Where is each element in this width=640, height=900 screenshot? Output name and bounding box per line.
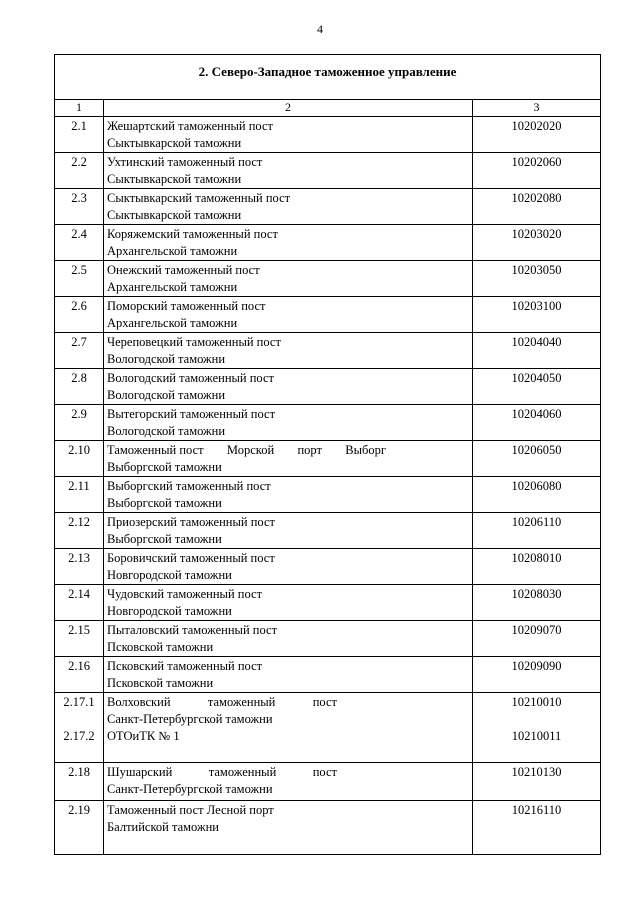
table-row bbox=[55, 657, 601, 693]
table-row bbox=[55, 585, 601, 621]
post-name-line-2: Выборгской таможни bbox=[107, 532, 222, 546]
post-name-line-2: Новгородской таможни bbox=[107, 604, 232, 618]
post-code: 10216110 bbox=[473, 801, 601, 855]
post-name-line-2: Архангельской таможни bbox=[107, 316, 238, 330]
section-title-row bbox=[55, 55, 601, 100]
name-word: Шушарский bbox=[107, 765, 173, 779]
table-row bbox=[55, 117, 601, 153]
post-code: 10210130 bbox=[473, 763, 601, 801]
post-name bbox=[104, 801, 473, 855]
table-row bbox=[55, 369, 601, 405]
post-name-line-2: Сыктывкарской таможни bbox=[107, 136, 242, 150]
column-header-row bbox=[55, 100, 601, 117]
post-name bbox=[104, 513, 473, 549]
post-name-line-1: Поморский таможенный пост bbox=[107, 299, 266, 313]
table-row bbox=[55, 441, 601, 477]
post-code-spacer bbox=[473, 711, 600, 728]
post-code: 10202060 bbox=[473, 153, 601, 189]
table-row bbox=[55, 549, 601, 585]
post-code: 10209070 bbox=[473, 621, 601, 657]
row-number bbox=[55, 693, 104, 763]
table-row bbox=[55, 333, 601, 369]
column-header-1: 1 bbox=[55, 100, 104, 117]
post-name-line-1: Череповецкий таможенный пост bbox=[107, 335, 281, 349]
post-name bbox=[104, 369, 473, 405]
post-name-line-1: Онежский таможенный пост bbox=[107, 263, 260, 277]
post-name-line-1: Пыталовский таможенный пост bbox=[107, 623, 278, 637]
post-code: 10202020 bbox=[473, 117, 601, 153]
post-name bbox=[104, 657, 473, 693]
row-number: 2.4 bbox=[55, 225, 104, 261]
post-name-line-1 bbox=[107, 694, 472, 711]
post-code bbox=[473, 693, 601, 763]
row-number: 2.5 bbox=[55, 261, 104, 297]
post-name-line-1: Коряжемский таможенный пост bbox=[107, 227, 278, 241]
post-name bbox=[104, 189, 473, 225]
name-word: таможенный bbox=[207, 695, 276, 709]
row-number: 2.8 bbox=[55, 369, 104, 405]
row-number: 2.15 bbox=[55, 621, 104, 657]
row-number: 2.11 bbox=[55, 477, 104, 513]
post-name bbox=[104, 477, 473, 513]
table-row bbox=[55, 621, 601, 657]
post-name-line-2: Выборгской таможни bbox=[107, 460, 222, 474]
post-name-line-1 bbox=[107, 764, 472, 781]
post-name-line-2: Сыктывкарской таможни bbox=[107, 208, 242, 222]
post-name-line-2: Новгородской таможни bbox=[107, 568, 232, 582]
table-row bbox=[55, 225, 601, 261]
table-row bbox=[55, 801, 601, 855]
post-name-line-1: Выборгский таможенный пост bbox=[107, 479, 271, 493]
post-name bbox=[104, 763, 473, 801]
post-name bbox=[104, 153, 473, 189]
post-name-line-1: Вологодский таможенный пост bbox=[107, 371, 274, 385]
table-row bbox=[55, 297, 601, 333]
row-number: 2.1 bbox=[55, 117, 104, 153]
post-name bbox=[104, 549, 473, 585]
row-number-b: 2.17.2 bbox=[63, 729, 95, 743]
row-number: 2.16 bbox=[55, 657, 104, 693]
row-number: 2.14 bbox=[55, 585, 104, 621]
table-row bbox=[55, 763, 601, 801]
post-name bbox=[104, 261, 473, 297]
column-header-3: 3 bbox=[473, 100, 601, 117]
post-code: 10203020 bbox=[473, 225, 601, 261]
post-name-line-2: Псковской таможни bbox=[107, 640, 214, 654]
section-title: 2. Северо-Западное таможенное управление bbox=[55, 55, 601, 100]
post-code: 10206080 bbox=[473, 477, 601, 513]
post-code: 10202080 bbox=[473, 189, 601, 225]
post-name-line-1: Таможенный пост Лесной порт bbox=[107, 803, 274, 817]
post-name-line-1: Псковский таможенный пост bbox=[107, 659, 263, 673]
row-number: 2.19 bbox=[55, 801, 104, 855]
name-word: Морской bbox=[226, 443, 275, 457]
name-word: порт bbox=[297, 443, 322, 457]
post-name-line-2: Выборгской таможни bbox=[107, 496, 222, 510]
post-name-line-2: Санкт-Петербургской таможни bbox=[107, 712, 273, 726]
row-number: 2.9 bbox=[55, 405, 104, 441]
table-row bbox=[55, 693, 601, 763]
name-word: пост bbox=[312, 765, 337, 779]
post-code: 10206110 bbox=[473, 513, 601, 549]
row-number-a: 2.17.1 bbox=[63, 695, 95, 709]
post-name-line-1: Чудовский таможенный пост bbox=[107, 587, 263, 601]
post-code-a: 10210010 bbox=[511, 695, 562, 709]
row-number: 2.12 bbox=[55, 513, 104, 549]
post-name bbox=[104, 585, 473, 621]
name-word: Волховский bbox=[107, 695, 171, 709]
post-name-line-2: Балтийской таможни bbox=[107, 820, 219, 834]
table-row bbox=[55, 405, 601, 441]
table-row bbox=[55, 189, 601, 225]
post-code: 10204050 bbox=[473, 369, 601, 405]
name-word: Выборг bbox=[345, 443, 386, 457]
post-name bbox=[104, 405, 473, 441]
name-word: Таможенный пост bbox=[107, 443, 204, 457]
post-name-line-2: Вологодской таможни bbox=[107, 424, 226, 438]
post-name-line-1: Приозерский таможенный пост bbox=[107, 515, 275, 529]
post-name-line-1: Боровичский таможенный пост bbox=[107, 551, 275, 565]
post-name-line-2: Архангельской таможни bbox=[107, 244, 238, 258]
post-name bbox=[104, 117, 473, 153]
table-row bbox=[55, 513, 601, 549]
row-number: 2.10 bbox=[55, 441, 104, 477]
row-number: 2.7 bbox=[55, 333, 104, 369]
post-code: 10203050 bbox=[473, 261, 601, 297]
row-number: 2.3 bbox=[55, 189, 104, 225]
post-name-line-1: Ухтинский таможенный пост bbox=[107, 155, 263, 169]
row-number-spacer bbox=[55, 711, 103, 728]
row-number: 2.6 bbox=[55, 297, 104, 333]
table-row bbox=[55, 153, 601, 189]
post-code: 10209090 bbox=[473, 657, 601, 693]
post-name bbox=[104, 441, 473, 477]
post-code: 10204040 bbox=[473, 333, 601, 369]
post-name-line-2: Вологодской таможни bbox=[107, 352, 226, 366]
post-name-line-2: Сыктывкарской таможни bbox=[107, 172, 242, 186]
row-number: 2.2 bbox=[55, 153, 104, 189]
table-row bbox=[55, 477, 601, 513]
post-name bbox=[104, 693, 473, 763]
customs-posts-table bbox=[54, 54, 601, 855]
post-name-line-1: Вытегорский таможенный пост bbox=[107, 407, 276, 421]
table-row bbox=[55, 261, 601, 297]
post-name-line-2: Вологодской таможни bbox=[107, 388, 226, 402]
post-code: 10208010 bbox=[473, 549, 601, 585]
post-code: 10203100 bbox=[473, 297, 601, 333]
post-name-line-1: Жешартский таможенный пост bbox=[107, 119, 273, 133]
column-header-2: 2 bbox=[104, 100, 473, 117]
post-name-line-2: Псковской таможни bbox=[107, 676, 214, 690]
post-name-line-2: Архангельской таможни bbox=[107, 280, 238, 294]
row-number: 2.18 bbox=[55, 763, 104, 801]
post-name bbox=[104, 297, 473, 333]
name-word: таможенный bbox=[208, 765, 277, 779]
post-name bbox=[104, 333, 473, 369]
row-number: 2.13 bbox=[55, 549, 104, 585]
post-code: 10208030 bbox=[473, 585, 601, 621]
name-word: пост bbox=[312, 695, 337, 709]
post-name-line-1 bbox=[107, 442, 472, 459]
post-name bbox=[104, 225, 473, 261]
page-number: 4 bbox=[317, 22, 323, 36]
post-name-line-1: Сыктывкарский таможенный пост bbox=[107, 191, 291, 205]
post-name-line-3: ОТОиТК № 1 bbox=[107, 729, 180, 743]
post-name bbox=[104, 621, 473, 657]
post-code: 10204060 bbox=[473, 405, 601, 441]
post-code-b: 10210011 bbox=[511, 729, 562, 743]
post-name-line-2: Санкт-Петербургской таможни bbox=[107, 782, 273, 796]
post-code: 10206050 bbox=[473, 441, 601, 477]
